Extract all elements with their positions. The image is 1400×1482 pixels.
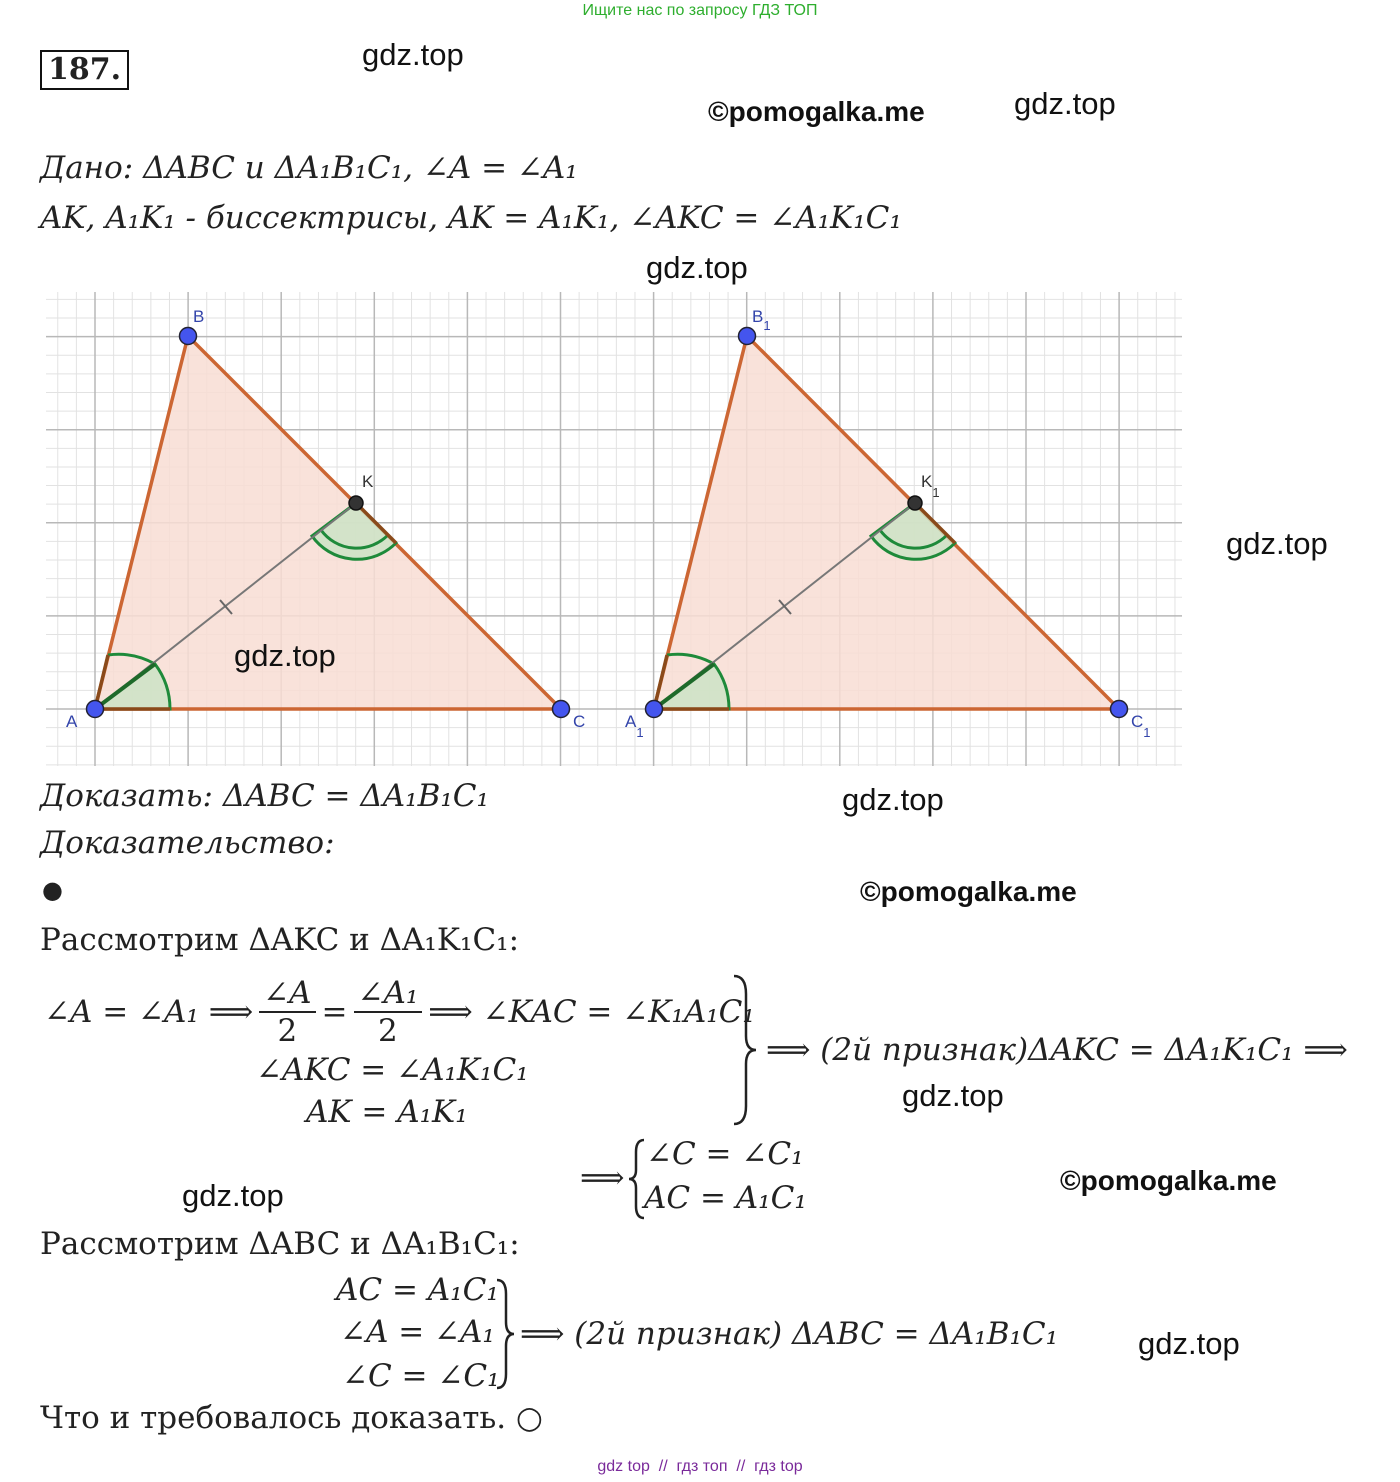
- watermark-gdz: gdz.top: [842, 782, 944, 817]
- watermark-gdz: gdz.top: [1138, 1326, 1240, 1361]
- fraction-a-den: 2: [277, 1013, 298, 1049]
- watermark-gdz: gdz.top: [1014, 86, 1116, 121]
- label-b1-letter: B: [752, 307, 764, 326]
- label-b1-sub: 1: [763, 318, 771, 333]
- fraction-a1-num: ∠A₁: [354, 975, 423, 1013]
- right-brace-3: [494, 1278, 518, 1390]
- problem-number: 187.: [40, 50, 129, 90]
- point-a1: [646, 701, 663, 718]
- eq-sign: =: [321, 994, 348, 1030]
- prove-label: Доказать: [40, 778, 203, 814]
- label-a1: [625, 712, 644, 740]
- point-k: [349, 496, 363, 510]
- watermark-gdz: gdz.top: [902, 1078, 1004, 1113]
- point-b: [180, 328, 197, 345]
- fraction-a-half: [259, 975, 315, 1049]
- problem-number-text: 187: [48, 52, 111, 87]
- right-brace-1: [730, 974, 760, 1126]
- conclusion-akc: ⟹ (2й признак)ΔAKC = ΔA₁K₁C₁ ⟹: [766, 1032, 1348, 1068]
- watermark-copyright: ©pomogalka.me: [860, 876, 1077, 907]
- watermark-gdz: gdz.top: [646, 250, 748, 285]
- eq-angle-akc: ∠AKC = ∠A₁K₁C₁: [256, 1052, 529, 1088]
- watermark-gdz: gdz.top: [234, 638, 336, 673]
- qed-line: Что и требовалось доказать. ○: [40, 1400, 543, 1436]
- sys-ac: AC = A₁C₁: [644, 1180, 807, 1216]
- label-c: C: [573, 712, 586, 731]
- given-label: Дано: [40, 150, 123, 186]
- bullet: ●: [42, 876, 63, 904]
- label-c1-letter: C: [1131, 712, 1144, 731]
- consider-akc: Рассмотрим ΔAKC и ΔA₁K₁C₁:: [40, 922, 520, 958]
- label-a1-sub: 1: [636, 725, 644, 740]
- label-k1-letter: K: [921, 472, 933, 491]
- footer-links: gdz top // гдз топ // гдз top: [597, 1458, 803, 1475]
- watermark-gdz: gdz.top: [182, 1178, 284, 1213]
- point-b1: [739, 328, 756, 345]
- eq-angle-c-2: ∠C = ∠C₁: [342, 1358, 500, 1394]
- point-a: [87, 701, 104, 718]
- label-k1: [921, 472, 940, 500]
- eq-angle-a-left: ∠A = ∠A₁ ⟹: [44, 994, 254, 1030]
- fraction-a1-den: 2: [378, 1013, 398, 1049]
- sys-angle-c: ∠C = ∠C₁: [646, 1136, 804, 1172]
- label-c1-sub: 1: [1143, 725, 1151, 740]
- eq-angle-a: [44, 972, 755, 1052]
- point-c: [553, 701, 570, 718]
- watermark-gdz: gdz.top: [362, 37, 464, 72]
- label-c1: [1131, 712, 1151, 740]
- eq-ak: AK = A₁K₁: [306, 1094, 468, 1130]
- fraction-a-num: ∠A: [259, 975, 315, 1013]
- watermark-copyright: ©pomogalka.me: [708, 96, 925, 127]
- eq-angle-a-right: ⟹ ∠KAC = ∠K₁A₁C₁: [428, 994, 755, 1030]
- watermark-gdz: gdz.top: [1226, 526, 1328, 561]
- proof-label: Доказательство:: [40, 825, 335, 861]
- point-c1: [1111, 701, 1128, 718]
- label-k: K: [362, 472, 374, 491]
- prove-statement: : ΔABC = ΔA₁B₁C₁: [202, 778, 489, 814]
- label-k1-sub: 1: [932, 485, 940, 500]
- consider-abc: Рассмотрим ΔABC и ΔA₁B₁C₁:: [40, 1226, 520, 1262]
- prove-line: [40, 778, 489, 814]
- eq-ac: AC = A₁C₁: [336, 1272, 499, 1308]
- point-k1: [908, 496, 922, 510]
- label-a: A: [66, 712, 78, 731]
- label-a1-letter: A: [625, 712, 637, 731]
- eq-angle-a-2: ∠A = ∠A₁: [340, 1314, 495, 1350]
- given-line-2: AK, A₁K₁ - биссектрисы, AK = A₁K₁, ∠AKC = ∠A₁K₁C₁: [40, 200, 902, 236]
- top-banner: Ищите нас по запросу ГДЗ ТОП: [582, 2, 818, 19]
- implies-arrow: ⟹: [580, 1160, 625, 1196]
- watermark-copyright: ©pomogalka.me: [1060, 1165, 1277, 1196]
- fraction-a1-half: [354, 975, 423, 1049]
- given-line-1-text: : ΔABC и ΔA₁B₁C₁, ∠A = ∠A₁: [122, 150, 578, 186]
- label-b: B: [193, 307, 205, 326]
- label-b1: [752, 307, 771, 333]
- conclusion-abc: ⟹ (2й признак) ΔABC = ΔA₁B₁C₁: [520, 1316, 1059, 1352]
